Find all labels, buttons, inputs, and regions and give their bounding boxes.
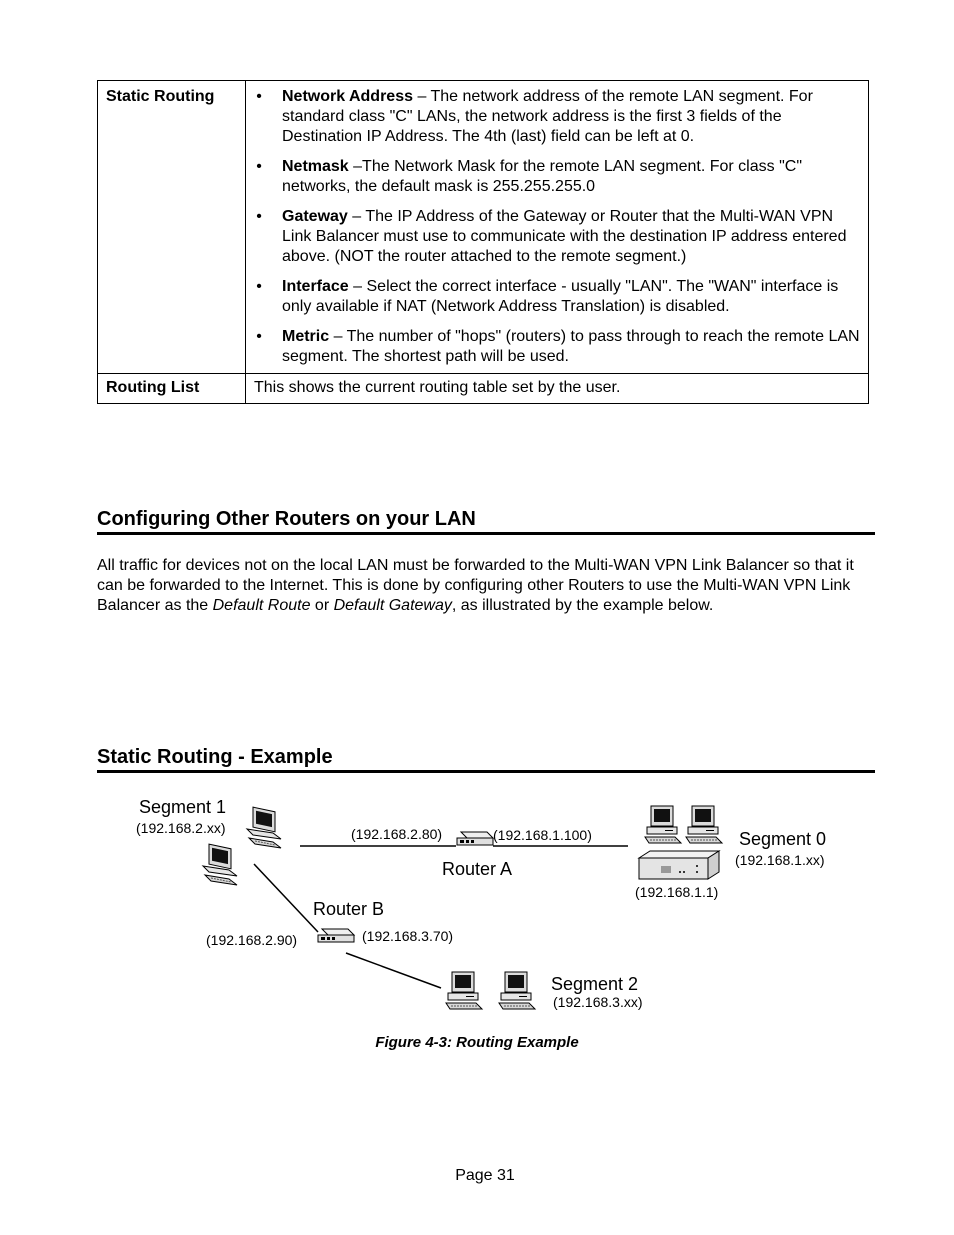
segment0-label: Segment 0 <box>739 829 827 849</box>
list-item <box>254 277 860 317</box>
router-b-label: Router B <box>313 899 385 919</box>
desktop-pc-icon <box>499 972 535 1009</box>
item-term: Interface <box>282 278 349 295</box>
para-emphasis: Default Route <box>212 597 311 614</box>
router-a-right-ip: (192.168.1.100) <box>493 827 592 843</box>
link-router-b-segment2 <box>346 953 441 988</box>
bullet-icon: • <box>256 328 262 345</box>
desktop-pc-icon <box>446 972 482 1009</box>
router-b-right-ip: (192.168.3.70) <box>362 928 454 944</box>
bullet-icon: • <box>256 278 262 295</box>
body-paragraph <box>97 556 875 616</box>
row-description <box>246 81 869 374</box>
item-text: – The number of "hops" (routers) to pass through to reach the remote LAN segment. The shortest path will be used. <box>282 328 860 365</box>
page-number: Page 31 <box>455 1167 515 1184</box>
balancer-ip: (192.168.1.1) <box>635 884 719 900</box>
table-row <box>98 81 869 374</box>
item-term: Metric <box>282 328 330 345</box>
item-term: Gateway <box>282 208 348 225</box>
section-heading-configuring-routers: Configuring Other Routers on your LAN <box>97 507 875 535</box>
segment2-network: (192.168.3.xx) <box>553 994 643 1010</box>
bullet-list <box>254 87 860 367</box>
item-term: Network Address <box>282 88 413 105</box>
bullet-icon: • <box>256 208 262 225</box>
router-b-left-ip: (192.168.2.90) <box>206 932 298 948</box>
list-item <box>254 207 860 267</box>
para-text: , as illustrated by the example below. <box>451 597 714 614</box>
section-heading-static-routing-example: Static Routing - Example <box>97 745 875 773</box>
item-term: Netmask <box>282 158 349 175</box>
row-term: Routing List <box>98 374 246 404</box>
row-term: Static Routing <box>98 81 246 374</box>
para-text: All traffic for devices not on the local LAN must be forwarded to the Multi-WAN VPN Link Balancer so that it can be forwarded to the Internet. This is done by configuring other Routers to use the Multi-WAN VPN Link Balancer as the <box>97 557 854 614</box>
desktop-pc-icon <box>686 806 722 843</box>
para-text: or <box>310 597 334 614</box>
list-item <box>254 87 860 147</box>
segment1-label: Segment 1 <box>139 797 227 817</box>
link-balancer-icon <box>639 851 719 879</box>
bullet-icon: • <box>256 88 262 105</box>
settings-table <box>97 80 869 404</box>
table-row <box>98 374 869 404</box>
router-a-left-ip: (192.168.2.80) <box>351 826 443 842</box>
router-icon <box>457 832 493 845</box>
segment1-network: (192.168.2.xx) <box>136 820 226 836</box>
link-segment1-router-b <box>254 864 318 932</box>
segment0-network: (192.168.1.xx) <box>735 852 825 868</box>
router-a-label: Router A <box>442 859 513 879</box>
row-description: This shows the current routing table set by the user. <box>246 374 869 404</box>
routing-diagram <box>0 790 954 1030</box>
router-icon <box>318 929 354 942</box>
segment2-label: Segment 2 <box>551 974 639 994</box>
item-text: –The Network Mask for the remote LAN segment. For class "C" networks, the default mask is 255.255.255.0 <box>282 158 802 195</box>
desktop-pc-icon <box>645 806 681 843</box>
item-text: – The network address of the remote LAN segment. For standard class "C" LANs, the network address is the first 3 fields of the Destination IP Address. The 4th (last) field can be left at 0. <box>282 88 813 145</box>
list-item <box>254 157 860 197</box>
para-emphasis: Default Gateway <box>333 597 452 614</box>
item-text: – The IP Address of the Gateway or Router that the Multi-WAN VPN Link Balancer must use to communicate with the destination IP address entered above. (NOT the router attached to the remote segment.) <box>282 208 847 265</box>
desktop-pc-icon <box>203 844 237 885</box>
figure-caption: Figure 4-3: Routing Example <box>375 1034 579 1051</box>
desktop-pc-icon <box>247 807 281 848</box>
list-item <box>254 327 860 367</box>
item-text: – Select the correct interface - usually "LAN". The "WAN" interface is only available if NAT (Network Address Translation) is disabled. <box>282 278 839 315</box>
bullet-icon: • <box>256 158 262 175</box>
